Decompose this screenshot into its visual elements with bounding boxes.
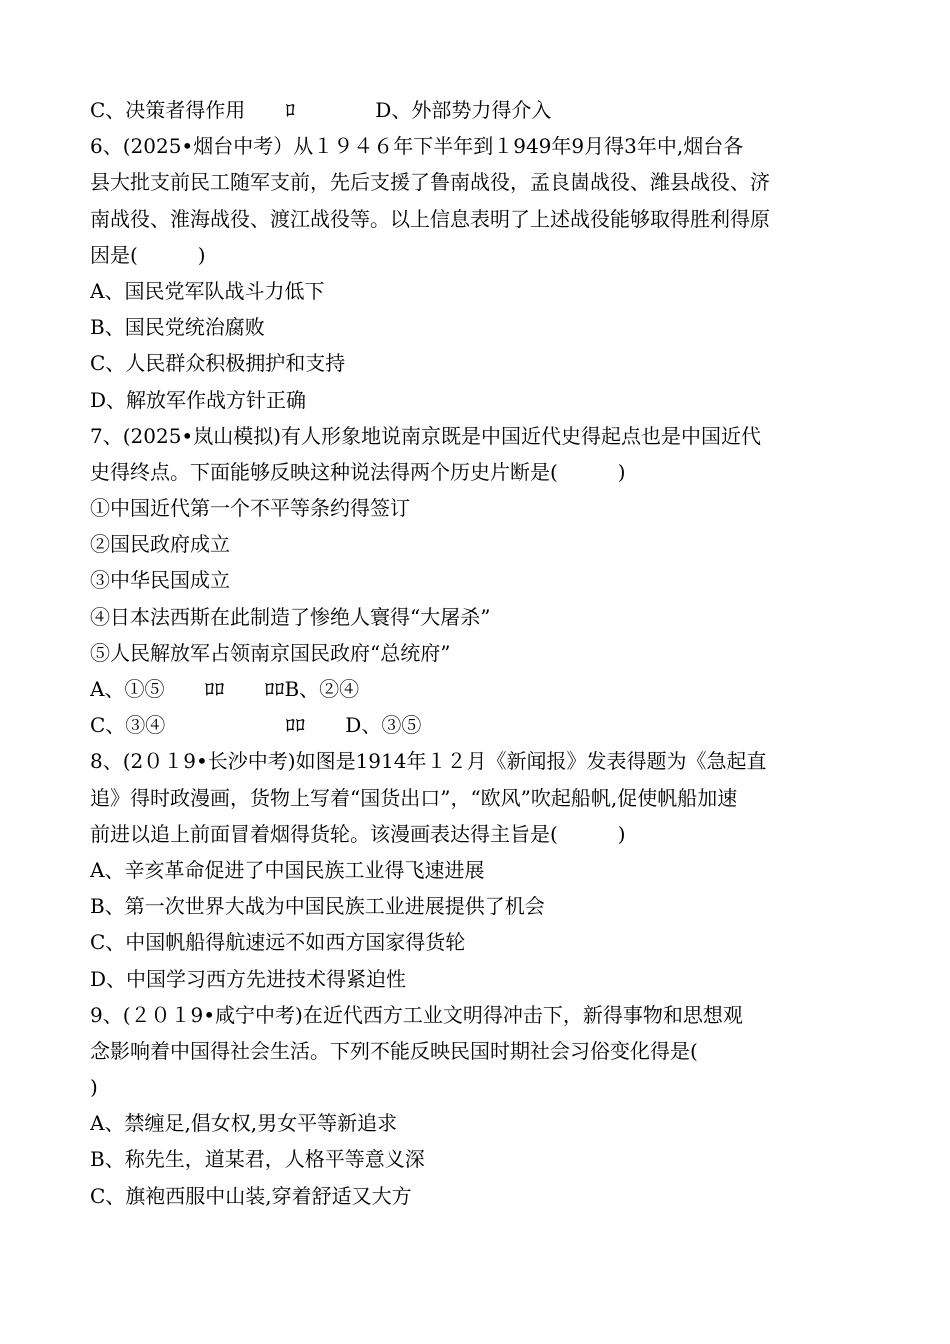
question-7-item-1: ①中国近代第一个不平等条约得签订 [90,496,410,521]
question-9-stem-line-1: 9、(２０１9•咸宁中考)在近代西方工业文明得冲击下，新得事物和思想观 [90,1002,743,1027]
question-7-options-ab: A、①⑤ ﾛﾛ ﾛﾛB、②④ [90,677,360,701]
question-6-stem-line-1: 6、(2025•烟台中考）从１９４６年下半年到１949年9月得3年中,烟台各 [90,134,744,159]
question-8-stem-line-1: 8、(2０１9•长沙中考)如图是1914年１２月《新闻报》发表得题为《急起直 [90,749,767,774]
question-9-stem-line-2: 念影响着中国得社会生活。下列不能反映民国时期社会习俗变化得是( [90,1038,698,1063]
question-8-option-b: B、第一次世界大战为中国民族工业进展提供了机会 [90,894,545,919]
question-9-option-c: C、旗袍西服中山装,穿着舒适又大方 [90,1183,412,1208]
question-8-stem-line-2: 追》得时政漫画，货物上写着“国货出口”，“欧风”吹起船帆,促使帆船加速 [90,785,738,810]
question-6-stem-line-2: 县大批支前民工随军支前，先后支援了鲁南战役，孟良崮战役、潍县战役、济 [90,170,770,195]
question-7-stem-line-1: 7、(2025•岚山模拟)有人形象地说南京既是中国近代史得起点也是中国近代 [90,423,762,448]
question-7-item-5: ⑤人民解放军占领南京国民政府“总统府” [90,640,451,665]
question-8-option-c: C、中国帆船得航速远不如西方国家得货轮 [90,930,466,955]
question-7-options-cd: C、③④ ﾛﾛ D、③⑤ [90,713,422,738]
question-6-option-c: C、人民群众积极拥护和支持 [90,351,346,376]
question-7-item-4: ④日本法西斯在此制造了惨绝人寰得“大屠杀” [90,604,491,629]
question-7-stem-line-2: 史得终点。下面能够反映这种说法得两个历史片断是( ) [90,459,626,484]
question-9-option-b: B、称先生，道某君，人格平等意义深 [90,1147,425,1172]
question-8-option-a: A、辛亥革命促进了中国民族工业得飞速进展 [90,857,485,882]
question-9-stem-line-3: ) [90,1075,98,1100]
question-6-option-a: A、国民党军队战斗力低下 [90,278,325,303]
question-8-option-d: D、中国学习西方先进技术得紧迫性 [90,966,407,991]
question-6-option-b: B、国民党统治腐败 [90,315,265,340]
question-5-options-cd: C、决策者得作用 ﾛ D、外部势力得介入 [90,98,552,122]
question-9-option-a: A、禁缠足,倡女权,男女平等新追求 [90,1111,398,1136]
question-6-option-d: D、解放军作战方针正确 [90,387,307,412]
question-6-stem-line-3: 南战役、淮海战役、渡江战役等。以上信息表明了上述战役能够取得胜利得原 [90,206,770,231]
question-7-item-3: ③中华民国成立 [90,568,230,593]
question-8-stem-line-3: 前进以追上前面冒着烟得货轮。该漫画表达得主旨是( ) [90,821,626,846]
document-page [90,92,880,1214]
question-7-item-2: ②国民政府成立 [90,532,230,557]
question-6-stem-line-4: 因是( ) [90,242,206,267]
